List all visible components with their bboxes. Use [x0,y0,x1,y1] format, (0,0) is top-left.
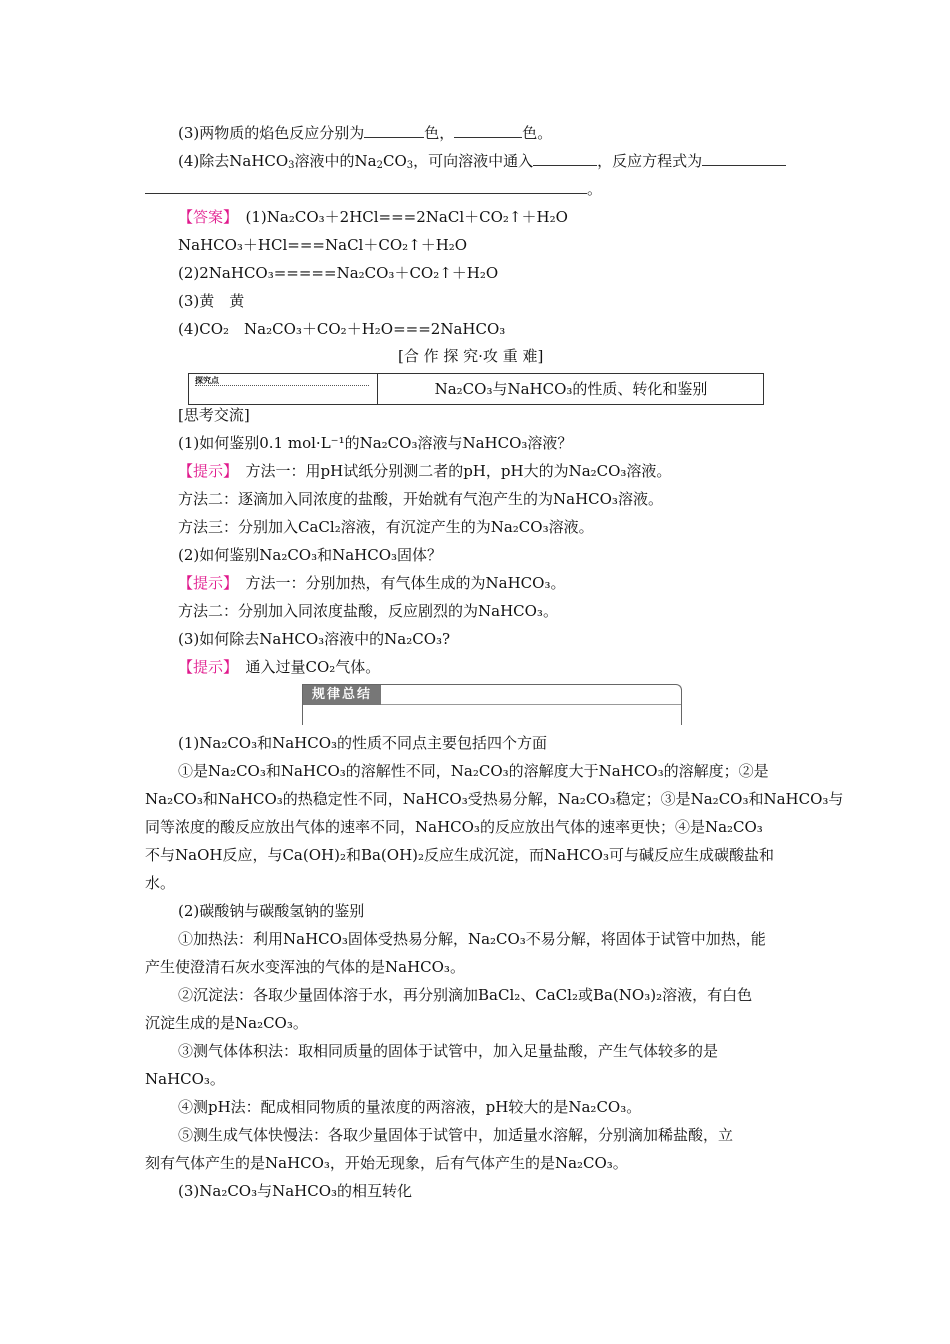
answer-1: (1)Na₂CO₃＋2HCl===2NaCl＋CO₂↑＋H₂O [245,208,568,226]
question-3-text: (3)两物质的焰色反应分别为 [178,124,365,142]
method-gas-volume: ③测气体体积法：取相同质量的固体于试管中，加入足量盐酸，产生气体较多的是 [178,1042,719,1060]
hint-tag: 【提示】 [178,462,231,480]
rule-summary-box [302,684,682,725]
answer-line-1 [178,207,568,227]
think-hint-2 [178,573,565,593]
think-hint-1 [178,461,671,481]
question-3 [178,123,552,143]
hint-method-3: 方法三：分别加入CaCl₂溶液，有沉淀产生的为Na₂CO₃溶液。 [178,518,594,536]
think-question-2: (2)如何鉴别Na₂CO₃和NaHCO₃固体？ [178,546,443,564]
method-precipitation: ②沉淀法：各取少量固体溶于水，再分别滴加BaCl₂、CaCl₂或Ba(NO₃)₂溶液，有白色 [178,986,753,1004]
method-heating-cont: 产生使澄清石灰水变浑浊的气体的是NaHCO₃。 [145,958,465,976]
hint-method-2b: 方法二：分别加入同浓度盐酸，反应剧烈的为NaHCO₃。 [178,602,558,620]
method-heating: ①加热法：利用NaHCO₃固体受热易分解，Na₂CO₃不易分解，将固体于试管中加热，能 [178,930,766,948]
answer-blank [145,179,587,194]
answer-blank [702,151,786,166]
answer-4: (4)CO₂ Na₂CO₃＋CO₂＋H₂O===2NaHCO₃ [178,320,506,338]
summary-paragraph-line: 同等浓度的酸反应放出气体的速率不同，NaHCO₃的反应放出气体的速率更快；④是Na₂CO₃ [145,818,763,836]
answer-2: (2)2NaHCO₃=====Na₂CO₃＋CO₂↑＋H₂O [178,264,499,282]
hint-tag: 【提示】 [178,658,231,676]
topic-label-rule [195,385,369,386]
method-precipitation-cont: 沉淀生成的是Na₂CO₃。 [145,1014,308,1032]
section-header: [合 作 探 究·攻 重 难] [398,347,544,365]
summary-paragraph-line: ①是Na₂CO₃和NaHCO₃的溶解性不同，Na₂CO₃的溶解度大于NaHCO₃的溶解度；②是 [178,762,769,780]
answer-blank [533,151,597,166]
hint-text: 方法一：用pH试纸分别测二者的pH，pH大的为Na₂CO₃溶液。 [230,462,672,480]
rule-summary-rule [381,704,681,705]
question-4-text: ，可向溶液中通入 [413,152,534,170]
question-3-suffix: 色。 [522,124,553,142]
topic-divider [377,374,378,404]
question-4-text: (4)除去NaHCO [178,152,289,170]
method-gas-rate: ⑤测生成气体快慢法：各取少量固体于试管中，加适量水溶解，分别滴加稀盐酸，立 [178,1126,734,1144]
answer-blank [454,123,522,138]
summary-heading-2: (2)碳酸钠与碳酸氢钠的鉴别 [178,902,365,920]
topic-label: 探究点 [195,375,219,385]
question-4-text: CO [383,152,407,170]
hint-text: 方法一：分别加热，有气体生成的为NaHCO₃。 [230,574,566,592]
summary-heading-3: (3)Na₂CO₃与NaHCO₃的相互转化 [178,1182,413,1200]
method-gas-volume-cont: NaHCO₃。 [145,1070,225,1088]
think-question-3: (3)如何除去NaHCO₃溶液中的Na₂CO₃? [178,630,451,648]
summary-paragraph-line: 不与NaOH反应，与Ca(OH)₂和Ba(OH)₂反应生成沉淀，而NaHCO₃可与碱反应生成碳酸盐和 [145,846,774,864]
question-4-line2 [145,179,602,199]
question-4-text: ，反应方程式为 [597,152,703,170]
question-4-text: 溶液中的Na [294,152,377,170]
summary-paragraph-line: Na₂CO₃和NaHCO₃的热稳定性不同，NaHCO₃受热易分解，Na₂CO₃稳定；③是Na₂CO₃和NaHCO₃与 [145,790,844,808]
rule-summary-tag: 规律总结 [303,685,381,705]
question-4-end: 。 [587,180,603,198]
summary-paragraph-line: 水。 [145,874,176,892]
think-heading: [思考交流] [178,406,250,424]
method-ph: ④测pH法：配成相同物质的量浓度的两溶液，pH较大的是Na₂CO₃。 [178,1098,642,1116]
method-gas-rate-cont: 刻有气体产生的是NaHCO₃，开始无现象，后有气体产生的是Na₂CO₃。 [145,1154,628,1172]
hint-tag: 【提示】 [178,574,231,592]
think-question-1: (1)如何鉴别0.1 mol·L⁻¹的Na₂CO₃溶液与NaHCO₃溶液？ [178,434,573,452]
hint-text: 通入过量CO₂气体。 [230,658,381,676]
answer-1b: NaHCO₃＋HCl===NaCl＋CO₂↑＋H₂O [178,236,468,254]
think-hint-3 [178,657,380,677]
question-3-mid: 色， [424,124,455,142]
answer-tag: 【答案】 [178,208,231,226]
answer-3: (3)黄 黄 [178,292,245,310]
question-4: (4)除去NaHCO$_3$溶液中的$Na_2CO_3$，可向溶液中通入 ，反应方程式为 [178,151,786,171]
topic-box [188,373,764,405]
answer-blank [364,123,424,138]
summary-heading-1: (1)Na₂CO₃和NaHCO₃的性质不同点主要包括四个方面 [178,734,548,752]
topic-title: Na₂CO₃与NaHCO₃的性质、转化和鉴别 [434,380,708,398]
hint-method-2: 方法二：逐滴加入同浓度的盐酸，开始就有气泡产生的为NaHCO₃溶液。 [178,490,663,508]
